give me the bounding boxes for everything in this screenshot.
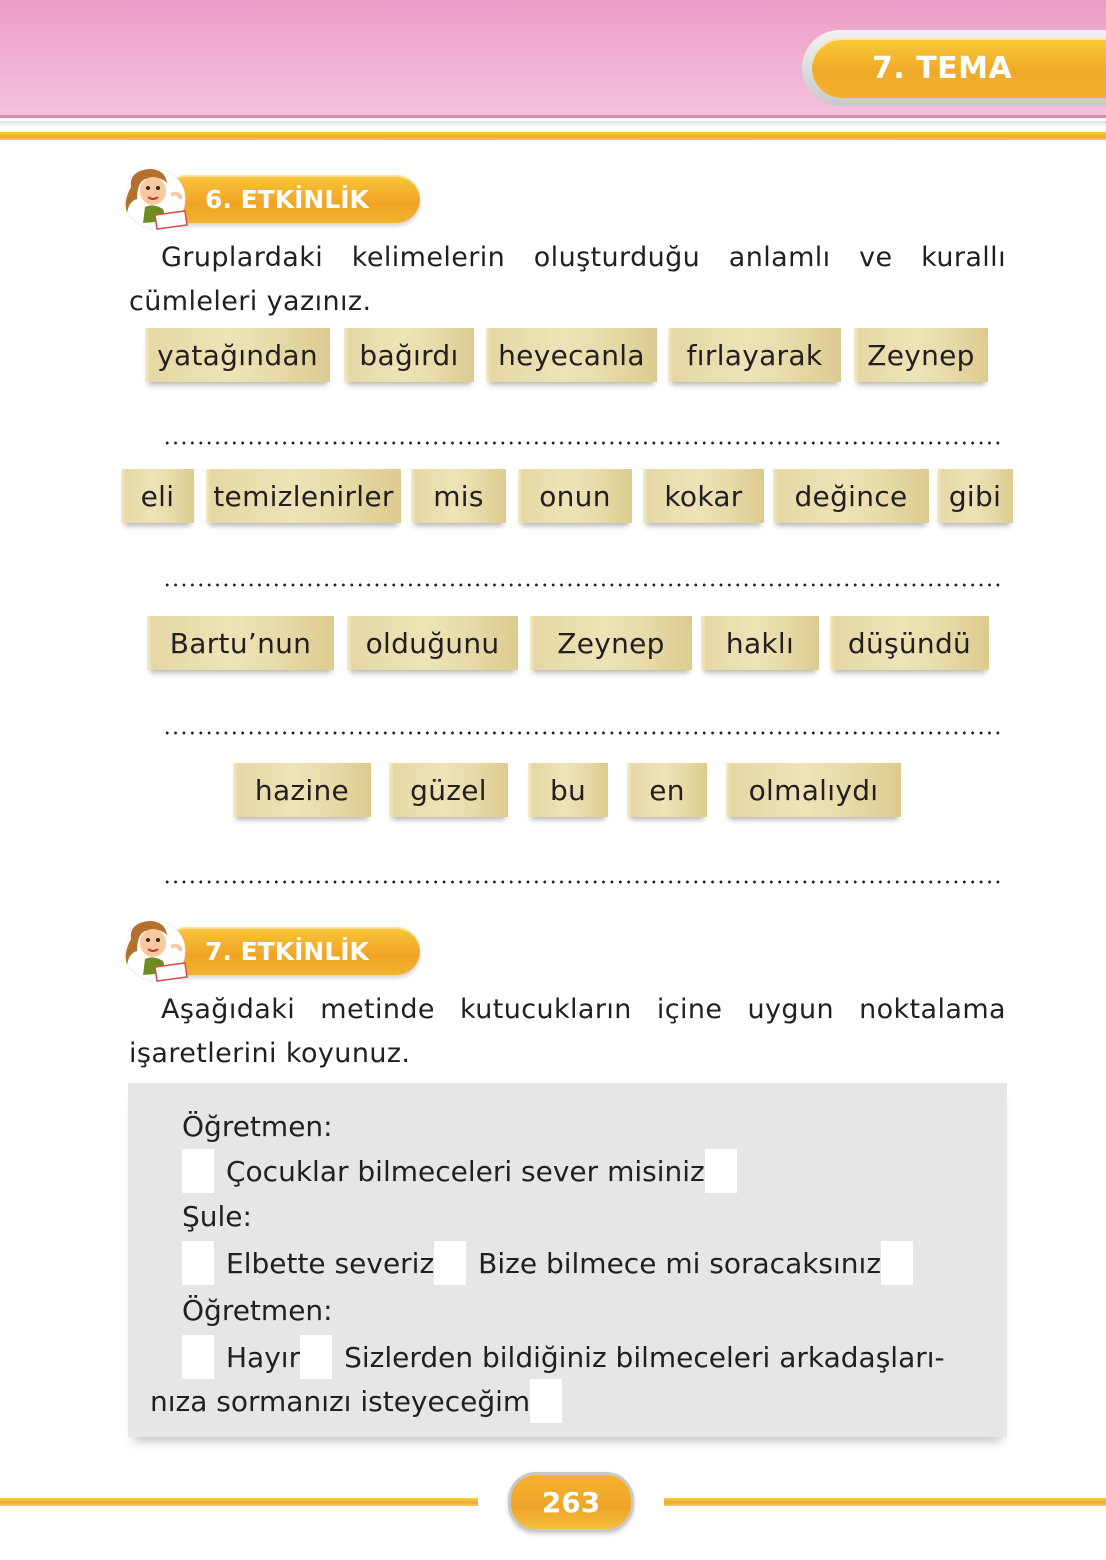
dialogue-box — [128, 1083, 1007, 1437]
word-card[interactable]: mis — [411, 469, 506, 523]
dialogue-text: Bize bilmece mi soracaksınız — [478, 1247, 882, 1280]
dialogue-text: Elbette severiz — [226, 1247, 435, 1280]
speaker-label: Öğretmen: — [182, 1110, 333, 1143]
dialogue-text: Hayır — [226, 1341, 301, 1374]
dialogue-line — [150, 1381, 562, 1421]
activity-6-badge-bar — [163, 175, 420, 223]
answer-line-3[interactable] — [163, 731, 1001, 735]
dialogue-text: Sizlerden bildiğiniz bilmeceleri arkadaşları- — [344, 1341, 945, 1374]
header-rule — [0, 132, 1106, 140]
dialogue-line — [182, 1337, 945, 1377]
page-number-badge — [508, 1472, 634, 1532]
word-card[interactable]: eli — [121, 469, 194, 523]
word-card[interactable]: hazine — [233, 763, 371, 817]
word-card[interactable]: güzel — [389, 763, 508, 817]
word-card[interactable]: bağırdı — [344, 328, 474, 382]
word-card[interactable]: Zeynep — [854, 328, 988, 382]
word-card[interactable]: heyecanla — [486, 328, 657, 382]
word-card[interactable]: en — [627, 763, 707, 817]
word-card[interactable]: gibi — [937, 469, 1013, 523]
word-group-3 — [0, 616, 1106, 678]
dialogue-line — [182, 1151, 737, 1191]
answer-line-4[interactable] — [163, 880, 1001, 884]
girl-writing-icon — [115, 165, 195, 231]
word-card[interactable]: değince — [773, 469, 929, 523]
theme-label: 7. TEMA — [872, 50, 1013, 86]
word-card[interactable]: bu — [528, 763, 608, 817]
word-card[interactable]: kokar — [643, 469, 764, 523]
punctuation-box[interactable] — [182, 1241, 214, 1285]
dialogue-line — [182, 1243, 913, 1283]
word-card[interactable]: olduğunu — [347, 616, 518, 670]
word-card[interactable]: temizlenirler — [206, 469, 401, 523]
word-card[interactable]: olmalıydı — [726, 763, 901, 817]
dialogue-text: nıza sormanızı isteyeceğim — [150, 1385, 531, 1418]
word-card[interactable]: düşündü — [830, 616, 989, 670]
punctuation-box[interactable] — [434, 1241, 466, 1285]
footer-rule-right — [664, 1498, 1106, 1506]
word-card[interactable]: onun — [518, 469, 632, 523]
punctuation-box[interactable] — [881, 1241, 913, 1285]
girl-writing-icon — [115, 917, 195, 983]
punctuation-box[interactable] — [705, 1149, 737, 1193]
word-group-4 — [0, 763, 1106, 825]
punctuation-box[interactable] — [182, 1335, 214, 1379]
punctuation-box[interactable] — [300, 1335, 332, 1379]
footer-rule-left — [0, 1498, 478, 1506]
word-card[interactable]: haklı — [701, 616, 819, 670]
page-number: 263 — [541, 1485, 601, 1519]
theme-badge — [802, 30, 1106, 106]
word-card[interactable]: fırlayarak — [668, 328, 841, 382]
speaker-label: Öğretmen: — [182, 1294, 333, 1327]
activity-7-instruction: Aşağıdaki metinde kutucukların içine uygun noktalama işaretlerini koyunuz. — [129, 994, 1006, 1069]
theme-badge-inner — [812, 38, 1106, 98]
punctuation-box[interactable] — [182, 1149, 214, 1193]
activity-6-instruction: Gruplardaki kelimelerin oluşturduğu anlamlı ve kurallı cümleleri yazınız. — [129, 242, 1006, 317]
activity-7-badge-bar — [163, 927, 420, 975]
activity-7-title: 7. ETKİNLİK — [205, 936, 369, 966]
answer-line-1[interactable] — [163, 441, 1001, 445]
speaker-label: Şule: — [182, 1200, 252, 1233]
activity-7-badge — [115, 917, 420, 979]
word-group-2 — [0, 469, 1106, 531]
answer-line-2[interactable] — [163, 583, 1001, 587]
word-card[interactable]: Zeynep — [530, 616, 692, 670]
word-card[interactable]: Bartu’nun — [147, 616, 334, 670]
punctuation-box[interactable] — [530, 1379, 562, 1423]
word-group-1 — [0, 328, 1106, 390]
activity-6-badge — [115, 165, 420, 227]
header-shadow — [0, 121, 1106, 127]
dialogue-text: Çocuklar bilmeceleri sever misiniz — [226, 1155, 705, 1188]
activity-6-title: 6. ETKİNLİK — [205, 184, 369, 214]
word-card[interactable]: yatağından — [145, 328, 330, 382]
